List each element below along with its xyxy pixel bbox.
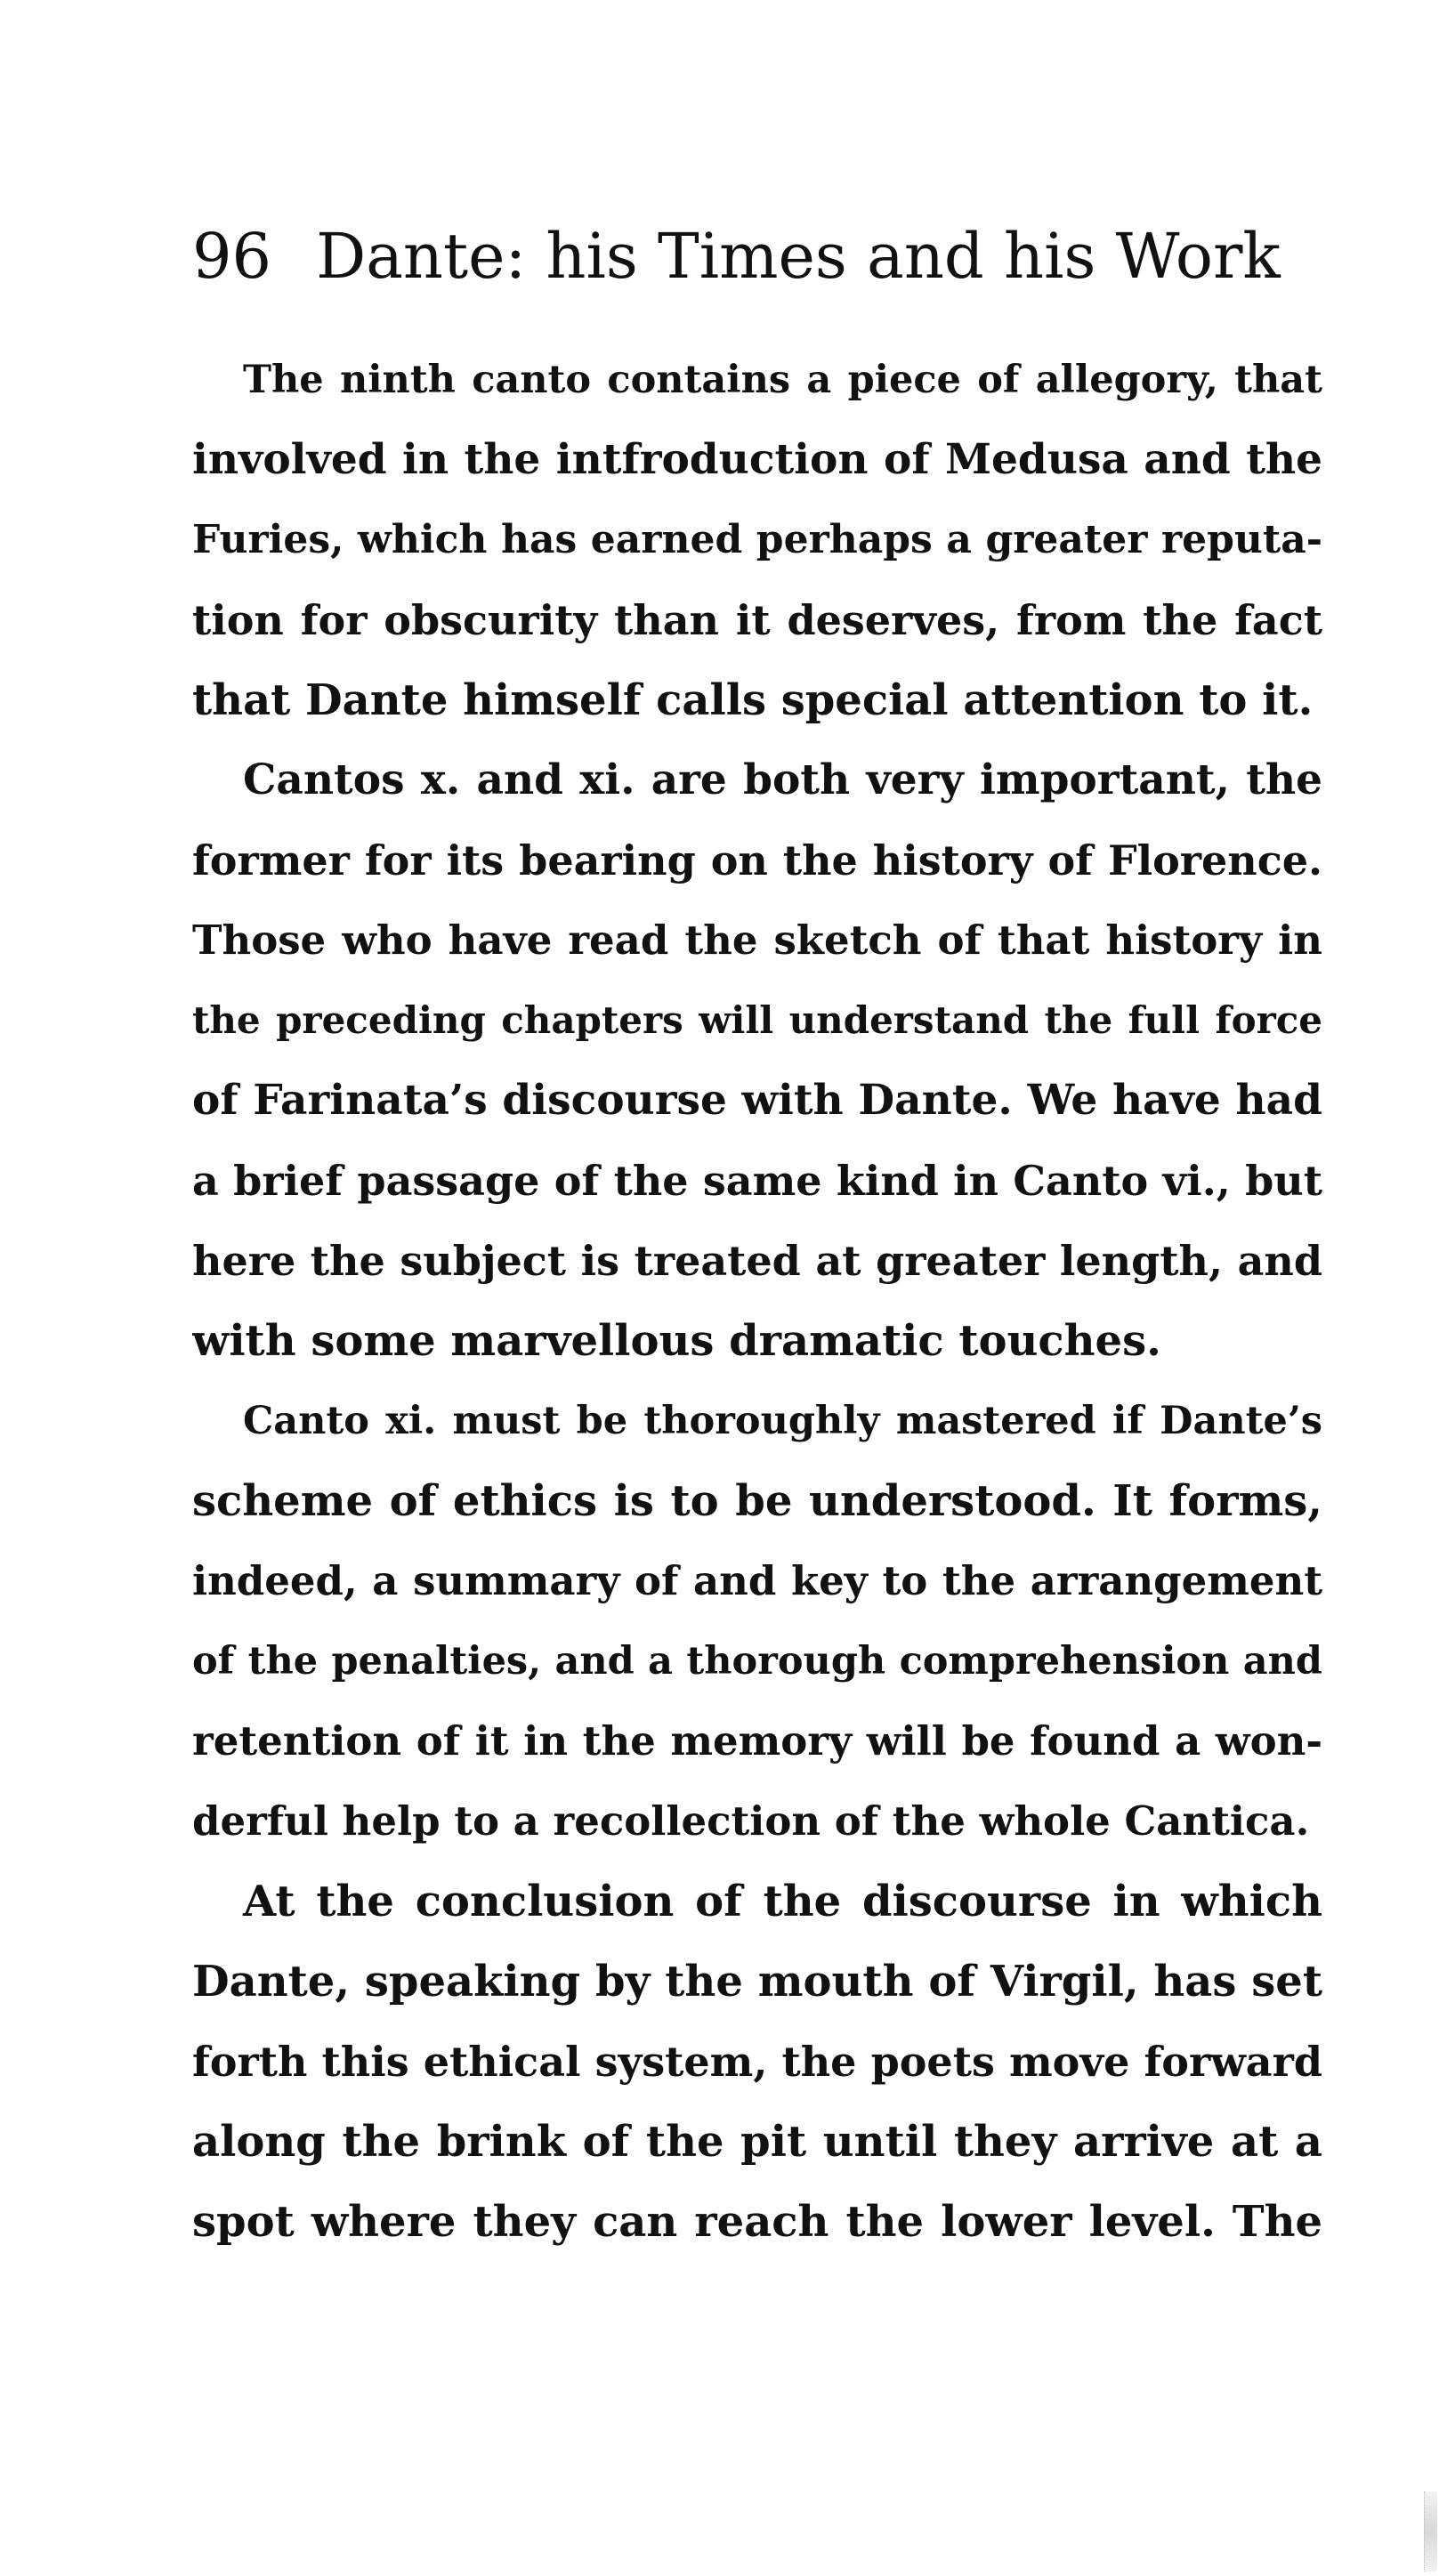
text-line: At the conclusion of the discourse in which (243, 1877, 1322, 1926)
text-line: that Dante himself calls special attention to it. (192, 675, 1314, 725)
text-line: indeed, a summary of and key to the arrangement (192, 1557, 1322, 1604)
text-line: Those who have read the sketch of that history in (192, 917, 1322, 964)
text-line: retention of it in the memory will be found a won- (192, 1717, 1322, 1764)
running-header (192, 212, 1331, 301)
text-line: of Farinata’s discourse with Dante. We have had (192, 1076, 1322, 1125)
text-line: Furies, which has earned perhaps a greater reputa- (192, 517, 1322, 562)
text-line: a brief passage of the same kind in Canto vi., but (192, 1157, 1322, 1205)
running-title: Dante: his Times and his Work (316, 220, 1281, 293)
paragraph-2 (192, 740, 1322, 1381)
paragraph-3 (192, 1381, 1322, 1861)
paragraph-4 (192, 1861, 1322, 2262)
text-line: along the brink of the pit until they arrive at a (192, 2117, 1322, 2167)
text-line: spot where they can reach the lower level. The (192, 2197, 1322, 2247)
text-line: Canto xi. must be thoroughly mastered if Dante’s (243, 1399, 1322, 1443)
text-line: Dante, speaking by the mouth of Virgil, has set (192, 1957, 1322, 2007)
text-line: involved in the intfroduction of Medusa and the (192, 435, 1322, 484)
text-line: here the subject is treated at greater length, and (192, 1237, 1322, 1285)
text-line: Cantos x. and xi. are both very important, the (243, 755, 1322, 804)
text-line: The ninth canto contains a piece of allegory, that (243, 358, 1322, 402)
text-line: the preceding chapters will understand the full force (192, 998, 1322, 1042)
text-line: forth this ethical system, the poets move forward (192, 2038, 1322, 2086)
text-line: of the penalties, and a thorough comprehension and (192, 1639, 1322, 1684)
text-line: scheme of ethics is to be understood. It forms, (192, 1476, 1322, 1526)
text-line: former for its bearing on the history of Florence. (192, 836, 1322, 884)
text-line: with some marvellous dramatic touches. (192, 1316, 1161, 1366)
body-text (192, 340, 1322, 2262)
paragraph-1 (192, 340, 1322, 740)
text-line: tion for obscurity than it deserves, from the fact (192, 596, 1322, 644)
text-line: derful help to a recollection of the whole Cantica. (192, 1797, 1310, 1845)
page-edge-mark (1424, 2491, 1437, 2572)
page-number: 96 (192, 220, 272, 293)
